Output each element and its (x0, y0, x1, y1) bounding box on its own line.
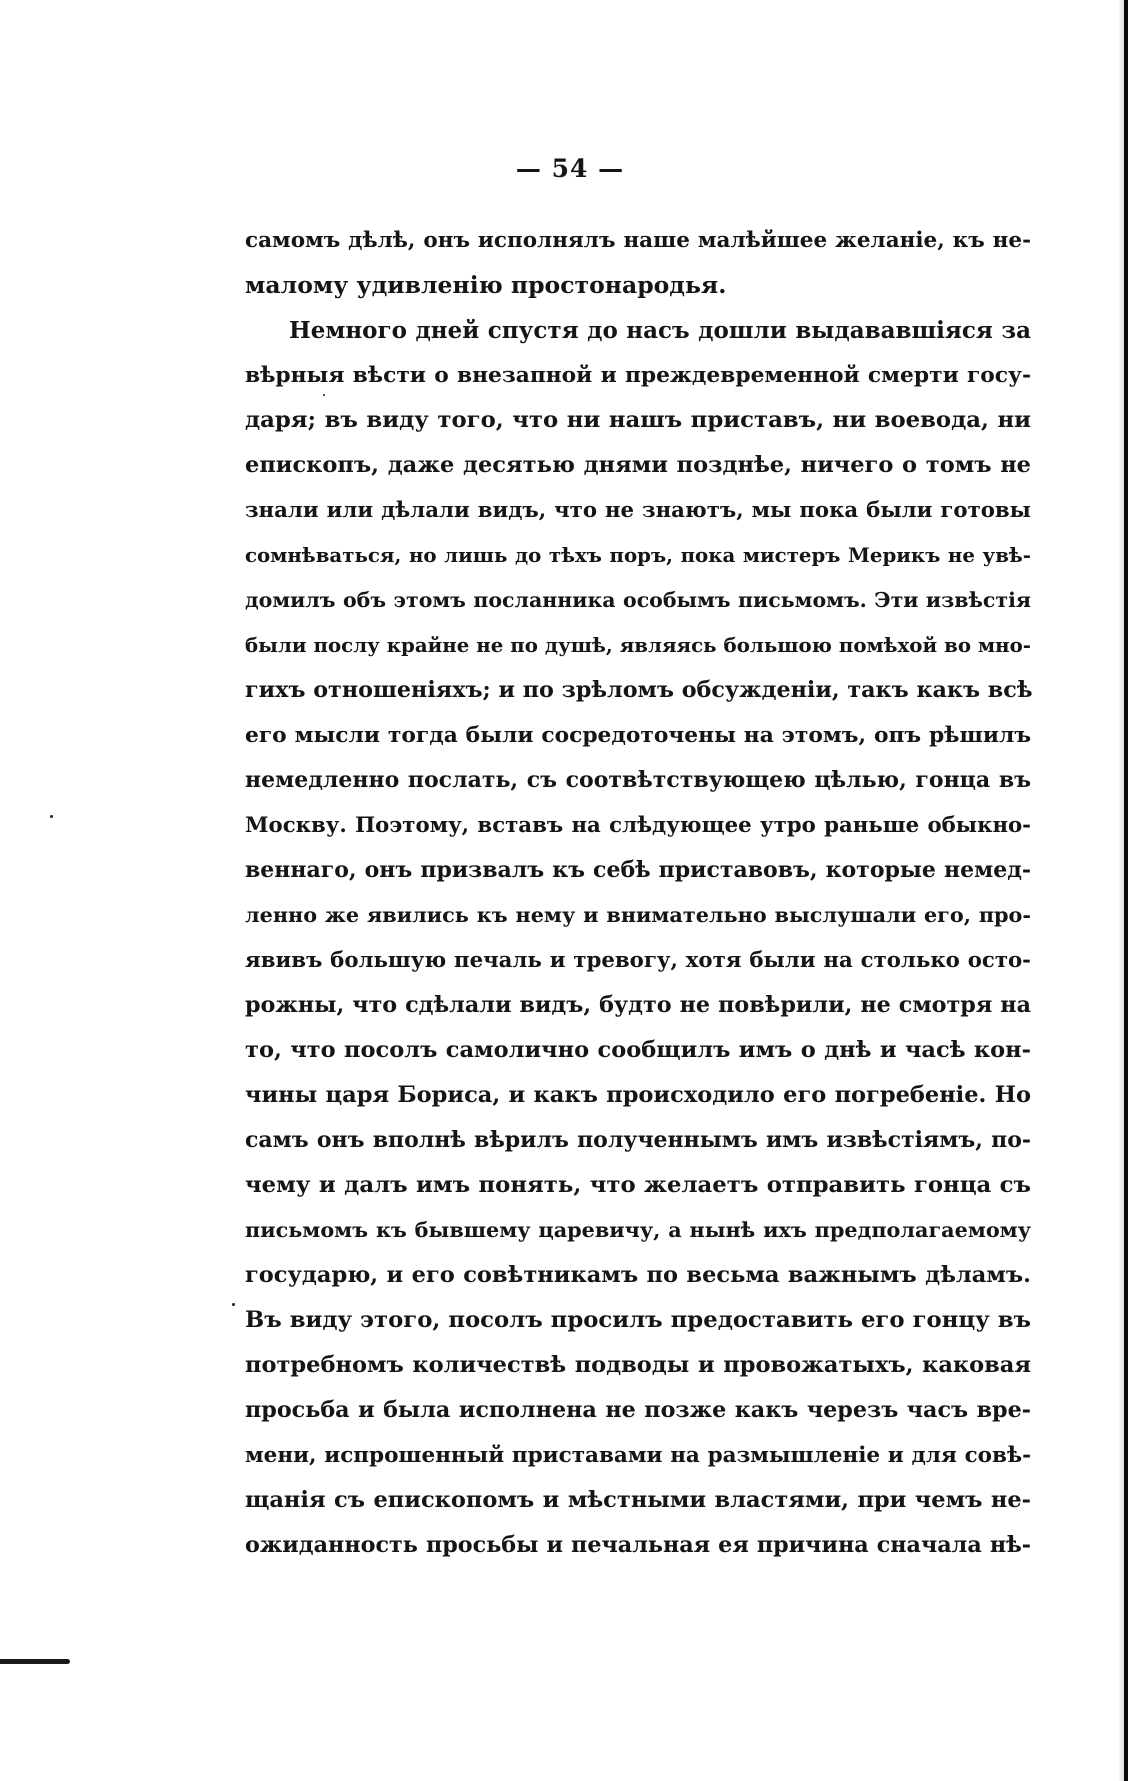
text-line: ленно же явились къ нему и внимательно выслушали его, про- (245, 903, 1031, 927)
text-line: веннаго, онъ призвалъ къ себѣ приставовъ, которые немед- (245, 857, 1031, 883)
text-line: Въ виду этого, посолъ просилъ предоставить его гонцу въ (245, 1307, 1031, 1333)
text-line: домилъ объ этомъ посланника особымъ письмомъ. Эти извѣстія (245, 588, 1031, 612)
ink-speck (50, 815, 53, 818)
text-line: даря; въ виду того, что ни нашъ приставъ, ни воевода, ни (245, 407, 1031, 433)
text-line: его мысли тогда были сосредоточены на этомъ, опъ рѣшилъ (245, 723, 1031, 748)
text-line: щанія съ епископомъ и мѣстными властями, при чемъ не- (245, 1487, 1031, 1513)
page-spine-edge (1124, 0, 1128, 1781)
text-line: самъ онъ вполнѣ вѣрилъ полученнымъ имъ извѣстіямъ, по- (245, 1127, 1031, 1153)
text-line: просьба и была исполнена не позже какъ черезъ часъ вре- (245, 1397, 1031, 1423)
text-line: письмомъ къ бывшему царевичу, а нынѣ ихъ предполагаемому (245, 1218, 1031, 1242)
text-line: чему и далъ имъ понять, что желаетъ отправить гонца съ (245, 1172, 1031, 1198)
text-line: были послу крайне не по душѣ, являясь большою помѣхой во мно- (245, 633, 1031, 657)
text-line: малому удивленію простонародья. (245, 271, 727, 299)
text-line: потребномъ количествѣ подводы и провожатыхъ, каковая (245, 1352, 1031, 1378)
ink-speck (232, 1303, 235, 1306)
text-line: самомъ дѣлѣ, онъ исполнялъ наше малѣйшее желаніе, къ не- (245, 228, 1031, 253)
text-line: Немного дней спустя до насъ дошли выдававшіяся за (289, 317, 1031, 344)
text-line: сомнѣваться, но лишь до тѣхъ поръ, пока мистеръ Мерикъ не увѣ- (245, 543, 1031, 567)
text-line: рожны, что сдѣлали видъ, будто не повѣрили, не смотря на (245, 992, 1031, 1018)
text-line: явивъ большую печаль и тревогу, хотя были на столько осто- (245, 948, 1031, 973)
page-number: — 54 — (515, 154, 625, 183)
text-line: знали или дѣлали видъ, что не знаютъ, мы пока были готовы (245, 498, 1031, 523)
text-line: ожиданность просьбы и печальная ея причина сначала нѣ- (245, 1532, 1031, 1558)
text-line: гихъ отношеніяхъ; и по зрѣломъ обсужденіи, такъ какъ всѣ (245, 677, 1033, 703)
text-line: епископъ, даже десятью днями позднѣе, ничего о томъ не (245, 452, 1031, 478)
text-line: чины царя Бориса, и какъ происходило его погребеніе. Но (245, 1082, 1031, 1108)
ink-speck (323, 394, 325, 396)
text-line: Москву. Поэтому, вставъ на слѣдующее утро раньше обыкно- (245, 813, 1031, 838)
text-line: мени, испрошенный приставами на размышленіе и для совѣ- (245, 1443, 1031, 1468)
text-line: государю, и его совѣтникамъ по весьма важнымъ дѣламъ. (245, 1262, 1031, 1288)
text-line: немедленно послать, съ соотвѣтствующею цѣлью, гонца въ (245, 767, 1031, 793)
body-text (245, 218, 1031, 1568)
margin-scan-mark (0, 1659, 70, 1664)
text-line: то, что посолъ самолично сообщилъ имъ о днѣ и часѣ кон- (245, 1037, 1031, 1063)
text-line: вѣрныя вѣсти о внезапной и преждевременной смерти госу- (245, 363, 1031, 388)
